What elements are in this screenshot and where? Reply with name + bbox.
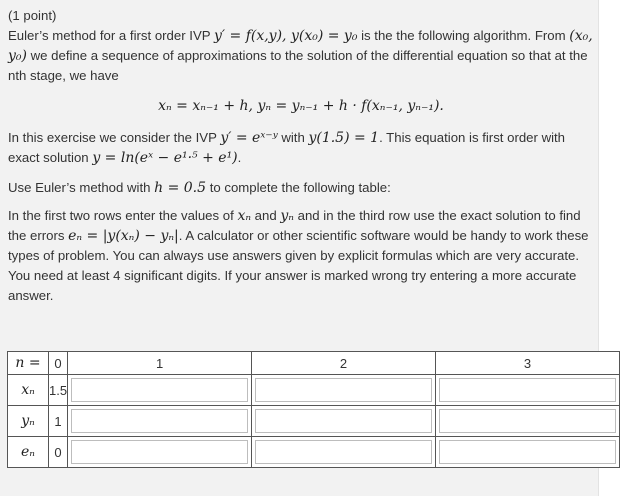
answer-y1[interactable]: [71, 409, 248, 433]
row-label-yn: yₙ: [8, 406, 49, 437]
column-header-2: 2: [252, 352, 436, 375]
euler-table: [7, 351, 620, 468]
step-size: h = 0.5: [154, 180, 207, 196]
answer-x1[interactable]: [71, 378, 248, 402]
cell-x0: 1.5: [49, 375, 68, 406]
table-row-xn: [8, 375, 620, 406]
answer-e2[interactable]: [255, 440, 432, 464]
exercise-ode: y′ = eˣ⁻ʸ: [220, 130, 278, 146]
initial-point: (x₀, y₀): [8, 28, 593, 64]
table-header-row: [8, 352, 620, 375]
answer-y2[interactable]: [255, 409, 432, 433]
header-label: n =: [8, 352, 49, 375]
cell-e0: 0: [49, 437, 68, 468]
column-header-0: 0: [49, 352, 68, 375]
row-label-xn: xₙ: [8, 375, 49, 406]
instructions-paragraph: In the first two rows enter the values of xₙ and yₙ and in the third row use the exact solution to find the errors eₙ = |y(xₙ) − yₙ|. A calculator or other scientific software would be handy to work these types of problem. You can always use answers given by explicit formulas which are very accurate. You need at least 4 significant digits. If your answer is marked wrong try entering a more accurate answer.: [8, 208, 589, 303]
column-header-3: 3: [436, 352, 620, 375]
ivp-formula: y′ = f(x,y), y(x₀) = y₀: [213, 28, 358, 44]
cell-y0: 1: [49, 406, 68, 437]
use-paragraph: Use Euler’s method with h = 0.5 to complete the following table:: [8, 180, 391, 196]
answer-e3[interactable]: [439, 440, 616, 464]
table-row-yn: [8, 406, 620, 437]
error-formula: eₙ = |y(xₙ) − yₙ|: [68, 228, 179, 244]
answer-y3[interactable]: [439, 409, 616, 433]
problem-text: [8, 6, 594, 306]
answer-x3[interactable]: [439, 378, 616, 402]
euler-formula: xₙ = xₙ₋₁ + h, yₙ = yₙ₋₁ + h · f(xₙ₋₁, yₙ₋₁).: [158, 98, 444, 114]
column-header-1: 1: [68, 352, 252, 375]
exercise-paragraph: In this exercise we consider the IVP y′ = eˣ⁻ʸ with y(1.5) = 1. This equation is first order with exact solution y = ln(eˣ − e¹·⁵ + e¹).: [8, 130, 566, 166]
answer-e1[interactable]: [71, 440, 248, 464]
row-label-en: eₙ: [8, 437, 49, 468]
table-row-en: [8, 437, 620, 468]
answer-x2[interactable]: [255, 378, 432, 402]
exact-solution: y = ln(eˣ − e¹·⁵ + e¹): [92, 150, 238, 166]
points-label: (1 point): [8, 8, 57, 23]
initial-condition: y(1.5) = 1: [308, 130, 380, 146]
intro-paragraph: Euler’s method for a first order IVP y′ = f(x,y), y(x₀) = y₀ is the the following algorithm. From (x₀, y₀) we define a sequence of approximations to the solution of the differential equation so that at the nth stage, we have: [8, 28, 593, 83]
